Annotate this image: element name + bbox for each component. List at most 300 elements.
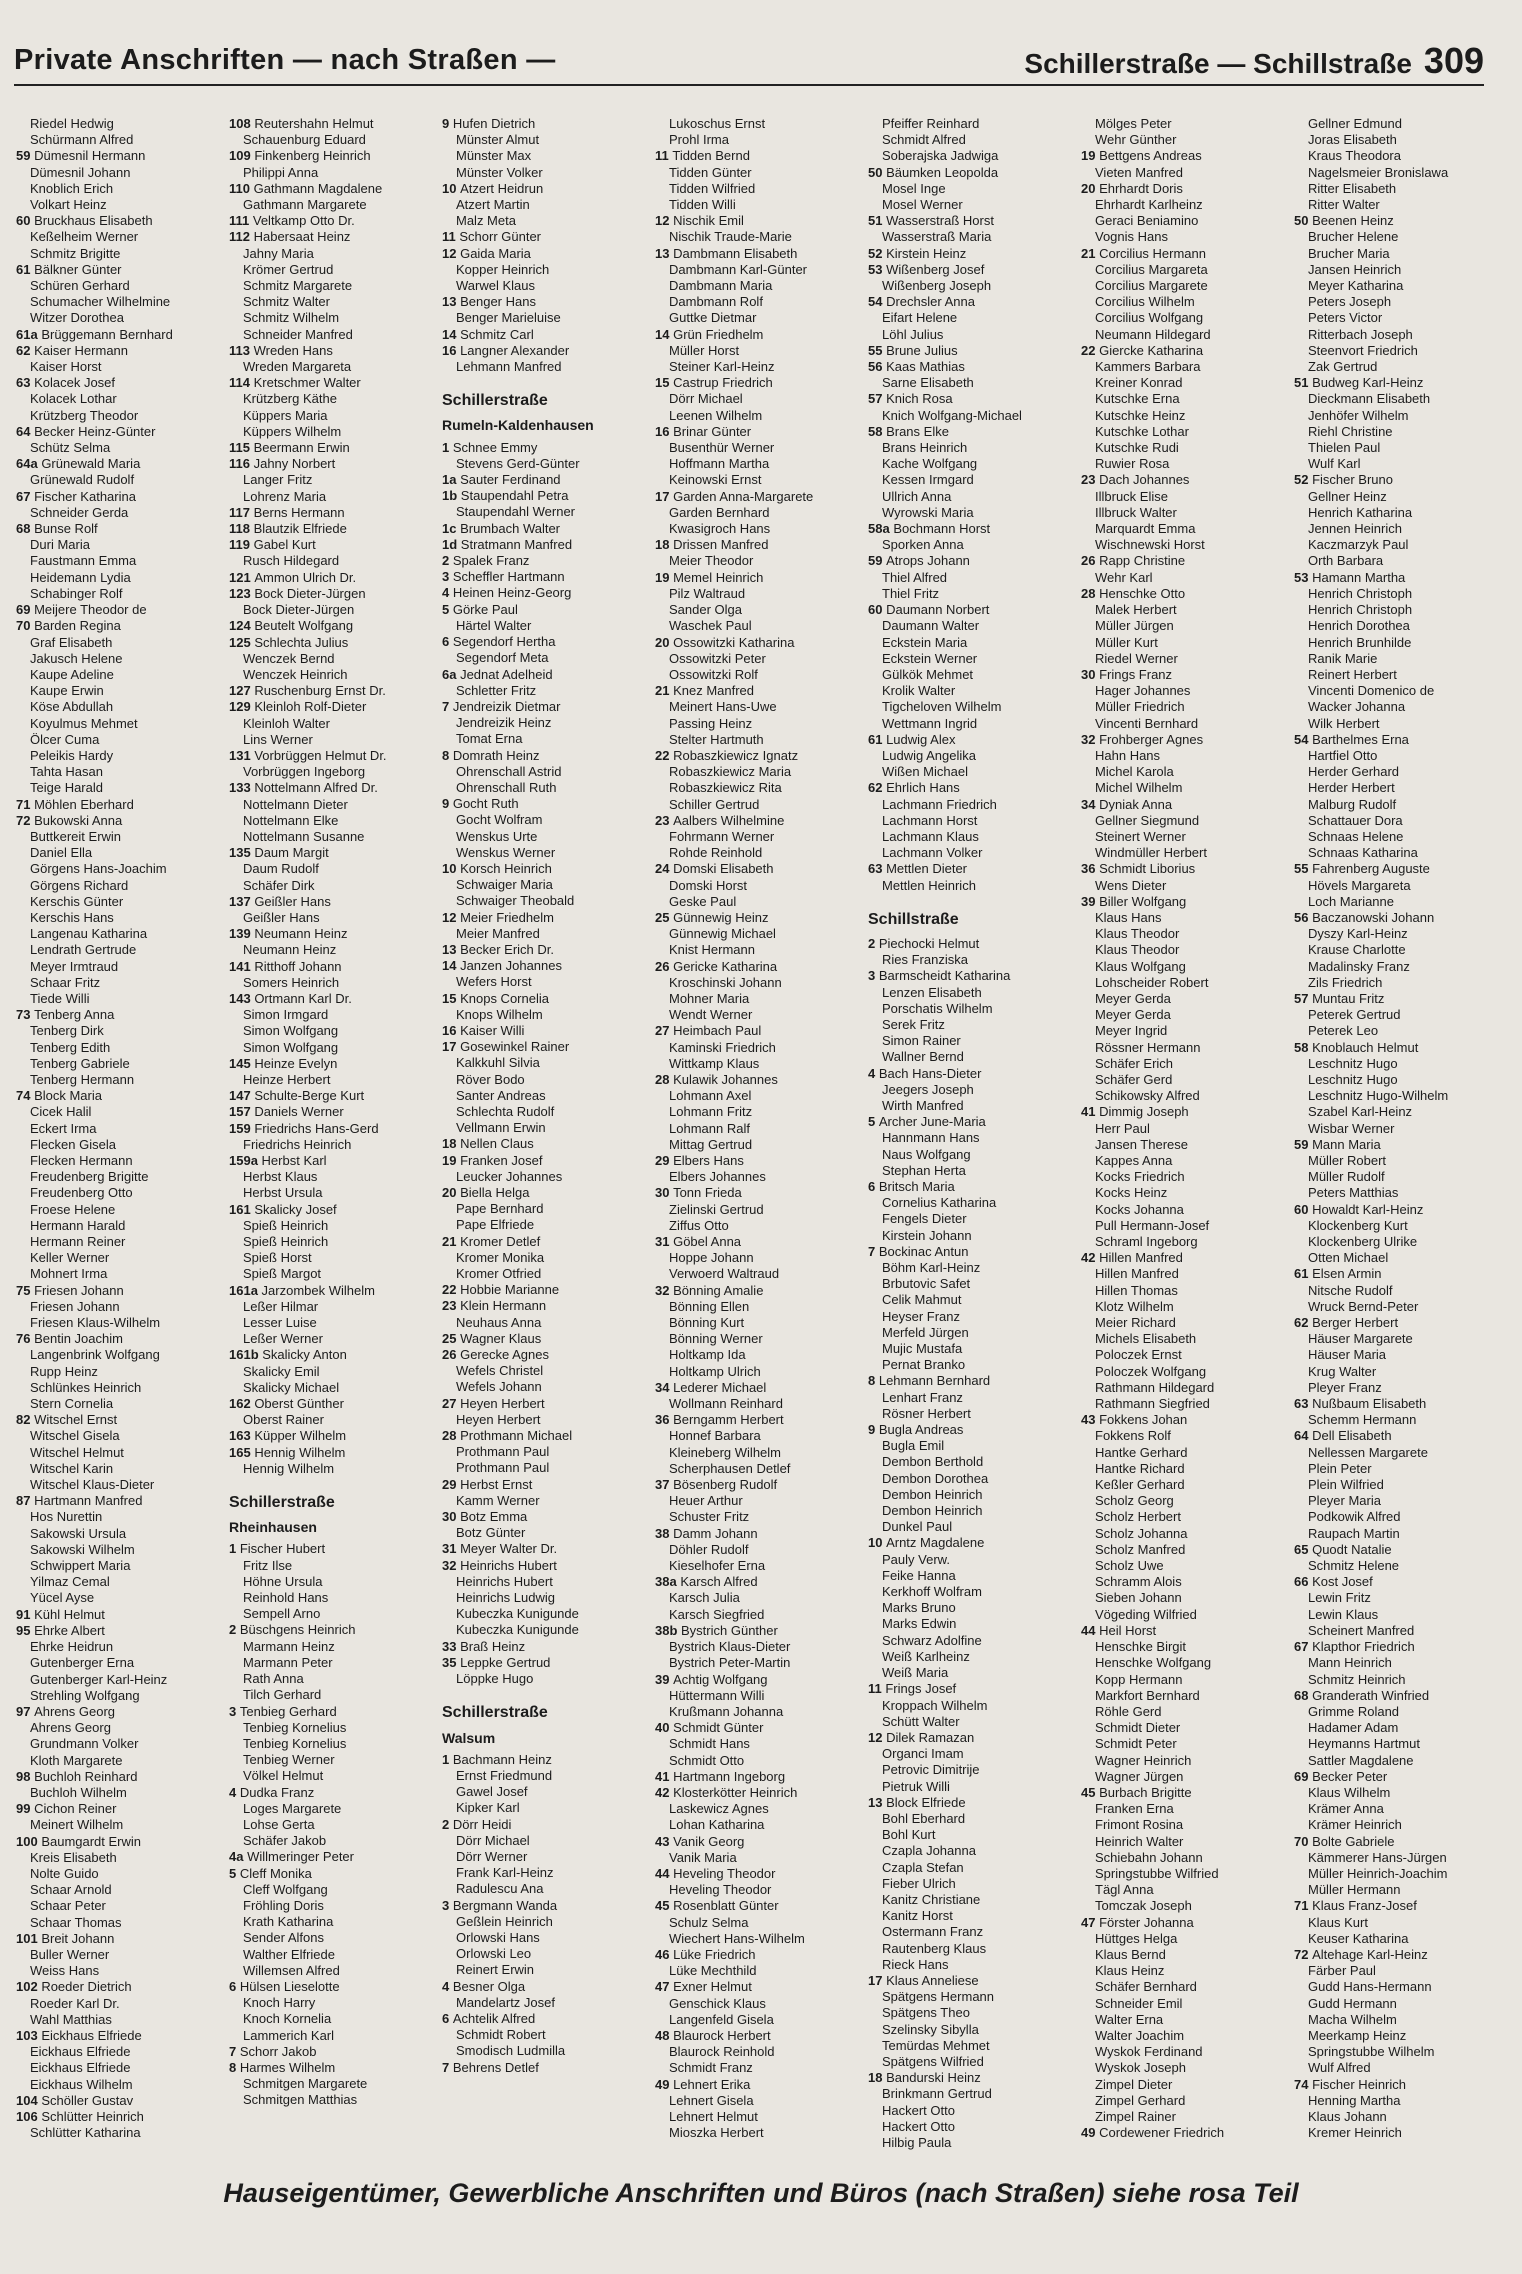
resident-entry: Bönning Ellen: [669, 1298, 750, 1314]
resident-entry: 66 Kost Josef: [1294, 1574, 1373, 1590]
house-number: 18: [868, 2070, 887, 2086]
resident-entry: 16 Brinar Günter: [655, 423, 752, 439]
resident-entry: 143 Ortmann Karl Dr.: [229, 990, 352, 1006]
resident-entry: Döhler Rudolf: [669, 1541, 749, 1557]
resident-entry: 21 Knez Manfred: [655, 683, 755, 699]
resident-entry: 3 Bergmann Wanda: [442, 1897, 558, 1913]
resident-entry: 50 Beenen Heinz: [1294, 213, 1394, 229]
resident-entry: Naus Wolfgang: [882, 1146, 971, 1162]
resident-entry: 59 Dümesnil Hermann: [16, 148, 146, 164]
resident-entry: Riehl Christine: [1308, 423, 1393, 439]
resident-entry: Rusch Hildegard: [243, 553, 340, 569]
directory-column: [442, 116, 649, 2138]
resident-entry: 28 Henschke Otto: [1081, 585, 1186, 601]
resident-entry: Kieselhofer Erna: [669, 1558, 766, 1574]
resident-entry: 23 Dach Johannes: [1081, 472, 1190, 488]
resident-entry: Henning Martha: [1308, 2092, 1401, 2108]
resident-entry: Rössner Hermann: [1095, 1039, 1201, 1055]
resident-entry: Schuster Fritz: [669, 1509, 750, 1525]
resident-entry: 2 Piechocki Helmut: [868, 935, 980, 951]
resident-entry: Wischnewski Horst: [1095, 537, 1205, 553]
resident-entry: 118 Blautzik Elfriede: [229, 521, 347, 537]
resident-entry: 53 Wißenberg Josef: [868, 261, 985, 277]
resident-entry: Riedel Werner: [1095, 650, 1178, 666]
resident-entry: Schaar Arnold: [30, 1882, 112, 1898]
resident-entry: Kutschke Heinz: [1095, 407, 1186, 423]
resident-entry: Keßelheim Werner: [30, 229, 139, 245]
house-number: 23: [442, 1298, 461, 1314]
resident-entry: Orlowski Hans: [456, 1929, 540, 1945]
resident-entry: Freudenberg Brigitte: [30, 1169, 149, 1185]
resident-entry: 63 Nußbaum Elisabeth: [1294, 1396, 1427, 1412]
resident-entry: Wenczek Bernd: [243, 650, 335, 666]
resident-entry: Löhl Julius: [882, 326, 944, 342]
resident-entry: Leßer Werner: [243, 1331, 323, 1347]
resident-entry: 25 Günnewig Heinz: [655, 909, 769, 925]
resident-entry: Nagelsmeier Bronislawa: [1308, 164, 1449, 180]
resident-entry: Kaiser Horst: [30, 359, 102, 375]
resident-entry: Schneider Gerda: [30, 504, 129, 520]
resident-entry: 46 Lüke Friedrich: [655, 1946, 756, 1962]
house-number: 8: [442, 747, 453, 763]
resident-entry: Grimme Roland: [1308, 1703, 1400, 1719]
resident-entry: Kappes Anna: [1095, 1153, 1173, 1168]
resident-entry: 23 Aalbers Wilhelmine: [655, 812, 785, 828]
resident-entry: Garden Bernhard: [669, 504, 770, 520]
resident-entry: 42 Hillen Manfred: [1081, 1250, 1183, 1266]
resident-entry: Verwoerd Waltraud: [669, 1266, 780, 1282]
resident-entry: Gudd Hermann: [1308, 1995, 1397, 2011]
house-number: 161: [229, 1201, 255, 1217]
house-number: 31: [655, 1234, 674, 1250]
house-number: 162: [229, 1396, 255, 1412]
resident-entry: Froese Helene: [30, 1201, 116, 1217]
house-number: 116: [229, 456, 254, 472]
house-number: 58a: [868, 521, 894, 537]
resident-entry: Stern Cornelia: [30, 1396, 114, 1412]
resident-entry: 68 Granderath Winfried: [1294, 1687, 1430, 1703]
resident-entry: 4 Bach Hans-Dieter: [868, 1065, 982, 1081]
resident-entry: Krämer Anna: [1308, 1801, 1384, 1817]
house-number: 1: [229, 1541, 240, 1557]
resident-entry: Rautenberg Klaus: [882, 1940, 987, 1956]
resident-entry: Klaus Heinz: [1095, 1963, 1165, 1979]
resident-entry: Cicek Halil: [30, 1104, 92, 1120]
resident-entry: 4a Willmeringer Peter: [229, 1849, 354, 1865]
resident-entry: Wehr Karl: [1095, 569, 1153, 585]
resident-entry: 33 Braß Heinz: [442, 1638, 526, 1654]
resident-entry: Rathmann Siegfried: [1095, 1396, 1210, 1412]
resident-entry: Joras Elisabeth: [1308, 132, 1397, 148]
resident-entry: 124 Beutelt Wolfgang: [229, 618, 354, 634]
house-number: 10: [442, 180, 461, 196]
house-number: 14: [442, 958, 461, 974]
house-number: 26: [1081, 553, 1100, 569]
resident-entry: Heinrichs Hubert: [456, 1573, 553, 1589]
house-number: 113: [229, 342, 254, 358]
resident-entry: Wyskok Joseph: [1095, 2060, 1186, 2076]
district-heading: Walsum: [442, 1729, 496, 1746]
resident-entry: 14 Schmitz Carl: [442, 326, 534, 342]
resident-entry: Nolte Guido: [30, 1865, 99, 1881]
resident-entry: Marmann Heinz: [243, 1638, 335, 1654]
resident-entry: 141 Ritthoff Johann: [229, 958, 342, 974]
resident-entry: Botz Günter: [456, 1525, 526, 1541]
resident-entry: Geske Paul: [669, 893, 737, 909]
resident-entry: 29 Herbst Ernst: [442, 1476, 533, 1492]
resident-entry: Mann Heinrich: [1308, 1655, 1392, 1671]
resident-entry: Daumann Walter: [882, 618, 980, 634]
resident-entry: 71 Klaus Franz-Josef: [1294, 1898, 1417, 1914]
house-number: 161b: [229, 1347, 263, 1363]
resident-entry: Münster Volker: [456, 164, 543, 180]
resident-entry: Sakowski Wilhelm: [30, 1541, 135, 1557]
resident-entry: Hager Johannes: [1095, 683, 1191, 699]
resident-entry: 72 Altehage Karl-Heinz: [1294, 1946, 1428, 1962]
resident-entry: 12 Meier Friedhelm: [442, 909, 554, 925]
resident-entry: 64a Grünewald Maria: [16, 456, 141, 472]
resident-entry: Skalicky Michael: [243, 1379, 340, 1395]
house-number: 62: [16, 342, 35, 358]
resident-entry: Schlünkes Heinrich: [30, 1379, 142, 1395]
resident-entry: Tägl Anna: [1095, 1882, 1154, 1898]
house-number: 67: [1294, 1639, 1313, 1655]
resident-entry: 61 Bälkner Günter: [16, 261, 122, 277]
resident-entry: Spieß Heinrich: [243, 1234, 329, 1250]
resident-entry: Celik Mahmut: [882, 1292, 962, 1308]
resident-entry: 26 Gericke Katharina: [655, 958, 778, 974]
resident-entry: 61a Brüggemann Bernhard: [16, 326, 173, 342]
resident-entry: Kolacek Lothar: [30, 391, 117, 407]
resident-entry: Szabel Karl-Heinz: [1308, 1104, 1413, 1120]
resident-entry: Malburg Rudolf: [1308, 796, 1397, 812]
directory-column: [868, 116, 1075, 2150]
resident-entry: Kaczmarzyk Paul: [1308, 537, 1409, 553]
resident-entry: 51 Budweg Karl-Heinz: [1294, 375, 1424, 391]
house-number: 56: [868, 359, 887, 375]
resident-entry: Meyer Gerda: [1095, 990, 1171, 1006]
resident-entry: 3 Scheffler Hartmann: [442, 569, 565, 585]
resident-entry: Peters Victor: [1308, 310, 1383, 326]
resident-entry: Klaus Theodor: [1095, 942, 1180, 958]
resident-entry: 49 Cordewener Friedrich: [1081, 2125, 1225, 2141]
resident-entry: Sempell Arno: [243, 1606, 321, 1622]
house-number: 147: [229, 1088, 255, 1104]
resident-entry: 8 Harmes Wilhelm: [229, 2059, 336, 2075]
house-number: 16: [442, 342, 461, 358]
resident-entry: Tenberg Hermann: [30, 1071, 135, 1087]
resident-entry: 32 Bönning Amalie: [655, 1282, 764, 1298]
resident-entry: Thielen Paul: [1308, 440, 1381, 456]
directory-column: [1081, 116, 1288, 2141]
resident-entry: Eickhaus Elfriede: [30, 2044, 131, 2060]
resident-entry: 23 Klein Hermann: [442, 1298, 547, 1314]
resident-entry: Wacker Johanna: [1308, 699, 1406, 715]
house-number: 72: [16, 812, 35, 828]
resident-entry: 60 Daumann Norbert: [868, 602, 990, 618]
resident-entry: 14 Janzen Johannes: [442, 958, 562, 974]
house-number: 3: [442, 569, 453, 585]
resident-entry: Vincenti Domenico de: [1308, 683, 1435, 699]
resident-entry: Hackert Otto: [882, 2102, 955, 2118]
house-number: 13: [442, 941, 461, 957]
resident-entry: Honnef Barbara: [669, 1428, 761, 1444]
resident-entry: 64 Becker Heinz-Günter: [16, 423, 156, 439]
resident-entry: Lehnert Gisela: [669, 2092, 754, 2108]
resident-entry: 102 Roeder Dietrich: [16, 1979, 132, 1995]
resident-entry: Kromer Otfried: [456, 1266, 542, 1282]
resident-entry: Cleff Wolfgang: [243, 1881, 328, 1897]
house-number: 44: [655, 1865, 674, 1881]
resident-entry: Kreiner Konrad: [1095, 375, 1183, 391]
resident-entry: Lehnert Helmut: [669, 2108, 758, 2124]
house-number: 35: [442, 1654, 461, 1670]
resident-entry: Eckstein Werner: [882, 650, 978, 666]
resident-entry: 15 Knops Cornelia: [442, 990, 549, 1006]
resident-entry: Gellner Edmund: [1308, 116, 1402, 131]
resident-entry: Tilch Gerhard: [243, 1687, 322, 1703]
resident-entry: Kraus Theodora: [1308, 148, 1401, 164]
directory-columns: [16, 116, 1496, 2150]
resident-entry: 133 Nottelmann Alfred Dr.: [229, 780, 378, 796]
resident-entry: Feike Hanna: [882, 1567, 956, 1583]
resident-entry: Färber Paul: [1308, 1963, 1376, 1979]
resident-entry: 1b Staupendahl Petra: [442, 488, 569, 504]
house-number: 21: [442, 1233, 461, 1249]
resident-entry: 32 Frohberger Agnes: [1081, 731, 1204, 747]
resident-entry: Wittkamp Klaus: [669, 1055, 760, 1071]
resident-entry: Heveling Theodor: [669, 1882, 772, 1898]
resident-entry: 20 Biella Helga: [442, 1185, 530, 1200]
resident-entry: Frank Karl-Heinz: [456, 1865, 554, 1881]
resident-entry: 6 Achtelik Alfred: [442, 2010, 536, 2026]
resident-entry: Prothmann Paul: [456, 1460, 550, 1476]
resident-entry: Schlechta Rudolf: [456, 1103, 555, 1119]
resident-entry: Henrich Christoph: [1308, 585, 1413, 601]
resident-entry: Leßer Hilmar: [243, 1298, 319, 1314]
resident-entry: Langenbrink Wolfgang: [30, 1347, 160, 1363]
resident-entry: Herder Gerhard: [1308, 764, 1400, 780]
resident-entry: Duri Maria: [30, 537, 90, 553]
resident-entry: Röver Bodo: [456, 1071, 525, 1087]
resident-entry: Leenen Wilhelm: [669, 407, 763, 423]
resident-entry: 30 Frings Franz: [1081, 666, 1173, 682]
resident-entry: 75 Friesen Johann: [16, 1282, 124, 1298]
house-number: 8: [229, 2059, 240, 2075]
resident-entry: Tigcheloven Wilhelm: [882, 699, 1002, 715]
resident-entry: 13 Benger Hans: [442, 294, 536, 310]
resident-entry: 30 Botz Emma: [442, 1509, 528, 1525]
resident-entry: Nitsche Rudolf: [1308, 1282, 1393, 1298]
house-number: 41: [1081, 1104, 1100, 1120]
house-number: 66: [1294, 1574, 1313, 1590]
house-number: 36: [1081, 861, 1100, 877]
house-number: 60: [1294, 1201, 1313, 1217]
resident-entry: Tenberg Dirk: [30, 1023, 104, 1039]
resident-entry: Sarne Elisabeth: [882, 375, 974, 391]
resident-entry: 161b Skalicky Anton: [229, 1347, 347, 1363]
directory-column: [16, 116, 223, 2141]
resident-entry: 60 Bruckhaus Elisabeth: [16, 213, 153, 229]
resident-entry: Keller Werner: [30, 1250, 110, 1266]
resident-entry: 42 Klosterkötter Heinrich: [655, 1784, 798, 1800]
resident-entry: 58 Brans Elke: [868, 423, 949, 439]
resident-entry: 17 Klaus Anneliese: [868, 1972, 979, 1988]
resident-entry: Wefers Horst: [456, 974, 532, 990]
resident-entry: Hoffmann Martha: [669, 456, 770, 472]
resident-entry: Roeder Karl Dr.: [30, 1995, 120, 2011]
resident-entry: Hövels Margareta: [1308, 877, 1411, 893]
resident-entry: Herbst Klaus: [243, 1169, 318, 1185]
house-number: 12: [442, 909, 461, 925]
house-number: 45: [1081, 1784, 1100, 1800]
resident-entry: 131 Vorbrüggen Helmut Dr.: [229, 747, 387, 763]
resident-entry: Czapla Stefan: [882, 1859, 964, 1875]
resident-entry: Langenfeld Gisela: [669, 2011, 774, 2027]
house-number: 67: [16, 488, 35, 504]
resident-entry: Mosel Inge: [882, 180, 946, 196]
resident-entry: Witzer Dorothea: [30, 310, 124, 326]
resident-entry: Leschnitz Hugo: [1308, 1055, 1398, 1071]
resident-entry: Kroppach Wilhelm: [882, 1697, 988, 1713]
resident-entry: Ostermann Franz: [882, 1924, 984, 1940]
resident-entry: Weiß Karlheinz: [882, 1648, 970, 1664]
resident-entry: 35 Leppke Gertrud: [442, 1654, 551, 1670]
resident-entry: 71 Möhlen Eberhard: [16, 796, 134, 812]
resident-entry: Scholz Manfred: [1095, 1541, 1186, 1557]
resident-entry: Benger Marieluise: [456, 310, 561, 326]
resident-entry: Klaus Johann: [1308, 2108, 1387, 2124]
house-number: 22: [655, 747, 674, 763]
resident-entry: 10 Arntz Magdalene: [868, 1535, 985, 1551]
resident-entry: Macha Wilhelm: [1308, 2011, 1397, 2027]
resident-entry: Kirstein Johann: [882, 1227, 972, 1243]
resident-entry: Wulf Karl: [1308, 456, 1361, 472]
resident-entry: Zak Gertrud: [1308, 359, 1378, 375]
resident-entry: Scheinert Manfred: [1308, 1622, 1415, 1638]
resident-entry: Lohan Katharina: [669, 1817, 765, 1833]
resident-entry: 147 Schulte-Berge Kurt: [229, 1088, 365, 1104]
resident-entry: Schmitz Margarete: [243, 278, 353, 294]
house-number: 58: [1294, 1039, 1313, 1055]
house-number: 27: [442, 1395, 461, 1411]
resident-entry: Schäfer Bernhard: [1095, 1979, 1197, 1995]
resident-entry: Mosel Werner: [882, 197, 963, 213]
resident-entry: 59 Mann Maria: [1294, 1136, 1381, 1152]
resident-entry: Schütt Walter: [882, 1713, 960, 1729]
resident-entry: 73 Tenberg Anna: [16, 1007, 115, 1023]
resident-entry: Gülkök Mehmet: [882, 666, 974, 682]
resident-entry: 16 Langner Alexander: [442, 342, 570, 358]
resident-entry: Karsch Julia: [669, 1590, 740, 1606]
house-number: 61a: [16, 326, 42, 342]
resident-entry: Neumann Hildegard: [1095, 326, 1211, 342]
resident-entry: Krämer Heinrich: [1308, 1817, 1402, 1833]
house-number: 69: [1294, 1768, 1313, 1784]
resident-entry: Klaus Wolfgang: [1095, 958, 1186, 974]
page-header: [14, 40, 1484, 86]
resident-entry: Stevens Gerd-Günter: [456, 455, 580, 471]
resident-entry: Dörr Michael: [669, 391, 743, 407]
house-number: 57: [1294, 990, 1313, 1006]
house-number: 14: [655, 326, 674, 342]
house-number: 43: [655, 1833, 674, 1849]
resident-entry: Scholz Herbert: [1095, 1509, 1181, 1525]
house-number: 143: [229, 990, 255, 1006]
house-number: 70: [1294, 1833, 1313, 1849]
resident-entry: Kopper Heinrich: [456, 261, 550, 277]
resident-entry: 6 Hülsen Lieselotte: [229, 1978, 340, 1994]
resident-entry: Lachmann Friedrich: [882, 796, 997, 812]
house-number: 100: [16, 1833, 42, 1849]
house-number: 7: [868, 1243, 879, 1259]
resident-entry: Dümesnil Johann: [30, 164, 131, 180]
resident-entry: Philippi Anna: [243, 164, 319, 180]
directory-column: [229, 116, 436, 2138]
resident-entry: Kocks Friedrich: [1095, 1169, 1185, 1185]
house-number: 22: [442, 1282, 461, 1298]
resident-entry: Smodisch Ludmilla: [456, 2043, 566, 2059]
resident-entry: Schmidt Alfred: [882, 132, 966, 148]
resident-entry: Brans Heinrich: [882, 440, 968, 456]
resident-entry: Schneider Manfred: [243, 326, 353, 342]
resident-entry: 43 Fokkens Johan: [1081, 1412, 1188, 1428]
resident-entry: Sporken Anna: [882, 537, 964, 553]
resident-entry: Plein Peter: [1308, 1460, 1372, 1476]
house-number: 29: [655, 1153, 674, 1168]
resident-entry: 56 Kaas Mathias: [868, 359, 965, 375]
resident-entry: Knoch Kornelia: [243, 2011, 332, 2027]
resident-entry: 125 Schlechta Julius: [229, 634, 349, 650]
resident-entry: Scholz Johanna: [1095, 1525, 1188, 1541]
resident-entry: Schletter Fritz: [456, 682, 537, 698]
resident-entry: Willemsen Alfred: [243, 1962, 340, 1978]
resident-entry: Schmitz Wilhelm: [243, 310, 340, 326]
resident-entry: Bohl Kurt: [882, 1827, 936, 1843]
house-number: 106: [16, 2108, 42, 2124]
house-number: 103: [16, 2027, 42, 2043]
resident-entry: Pauly Verw.: [882, 1551, 950, 1567]
resident-entry: Fengels Dieter: [882, 1211, 967, 1227]
resident-entry: 7 Bockinac Antun: [868, 1243, 969, 1259]
resident-entry: 38 Damm Johann: [655, 1525, 758, 1541]
resident-entry: Windmüller Herbert: [1095, 845, 1207, 861]
resident-entry: Knops Wilhelm: [456, 1006, 543, 1022]
resident-entry: 161 Skalicky Josef: [229, 1201, 337, 1217]
house-number: 10: [442, 860, 461, 876]
resident-entry: 31 Meyer Walter Dr.: [442, 1541, 558, 1557]
resident-entry: Peterek Leo: [1308, 1023, 1379, 1039]
resident-entry: Pietruk Willi: [882, 1778, 950, 1794]
resident-entry: Hüttermann Willi: [669, 1687, 765, 1703]
resident-entry: 58a Bochmann Horst: [868, 521, 991, 537]
house-number: 12: [442, 245, 461, 261]
resident-entry: 110 Gathmann Magdalene: [229, 180, 383, 196]
house-number: 42: [1081, 1250, 1100, 1266]
resident-entry: Lammerich Karl: [243, 2027, 335, 2043]
resident-entry: Organci Imam: [882, 1746, 964, 1762]
resident-entry: Wagner Jürgen: [1095, 1768, 1184, 1784]
resident-entry: 10 Atzert Heidrun: [442, 180, 544, 196]
resident-entry: Jakusch Helene: [30, 650, 123, 666]
resident-entry: Ernst Friedmund: [456, 1767, 553, 1783]
resident-entry: 64 Dell Elisabeth: [1294, 1428, 1392, 1444]
resident-entry: 159 Friedrichs Hans-Gerd: [229, 1120, 379, 1136]
resident-entry: Kessen Irmgard: [882, 472, 974, 488]
resident-entry: Robaszkiewicz Rita: [669, 780, 782, 796]
resident-entry: Henrich Christoph: [1308, 602, 1413, 618]
resident-entry: 3 Tenbieg Gerhard: [229, 1703, 337, 1719]
